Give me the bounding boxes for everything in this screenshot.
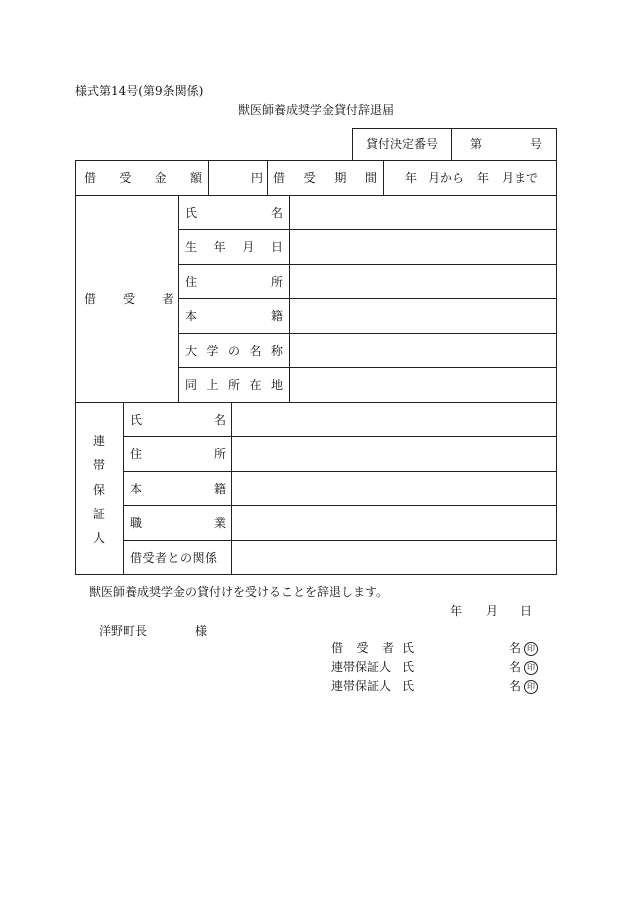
guarantor-name-label: 氏 名 [130,413,226,427]
seal-mark: 印 [524,680,538,694]
decision-number-label: 貸付決定番号 [366,137,439,151]
borrower-birthdate-label: 生 年 月 日 [185,240,283,254]
university-name-label: 大 学 の 名 称 [185,344,283,358]
borrower-section-label: 借 受 者 [84,292,174,306]
signature-shi: 氏 [402,660,415,674]
university-address-label: 同 上 所 在 地 [185,378,283,392]
guarantor-address-field[interactable] [234,439,554,469]
decision-number-field[interactable] [485,130,525,158]
addressee-honorific: 様 [195,624,208,638]
signature-shi: 氏 [402,679,415,693]
period-from-month: 月から [428,171,465,185]
guarantor-section-label: 連 帯 保 証 人 [92,434,105,545]
loan-amount-field[interactable] [212,163,248,191]
signature-name-field[interactable] [418,658,502,674]
borrower-birthdate-field[interactable] [292,232,554,262]
university-name-field[interactable] [292,336,554,365]
decision-dai: 第 [470,137,483,151]
guarantor-domicile-field[interactable] [234,474,554,503]
guarantor-name-field[interactable] [234,405,554,434]
borrower-address-field[interactable] [292,267,554,296]
guarantor-occupation-field[interactable] [234,508,554,538]
borrower-address-label: 住 所 [185,275,283,289]
seal-mark: 印 [524,661,538,675]
borrower-domicile-label: 本 籍 [185,309,283,323]
signature-role: 連帯保証人 [331,660,392,674]
form-number: 様式第14号(第9条関係) [75,84,204,98]
signature-role: 借 受 者 [331,641,394,655]
form-title: 獣医師養成奨学金貸付辞退届 [238,103,395,117]
loan-amount-label: 借 受 金 額 [84,171,202,185]
guarantor-relationship-label: 借受者との関係 [130,551,218,565]
university-address-field[interactable] [292,370,554,400]
yen-unit: 円 [251,171,264,185]
signature-mei: 名 印 [509,679,538,694]
loan-period-label: 借 受 期 間 [273,171,377,185]
period-to-year: 年 [477,171,490,185]
period-from-year: 年 [405,171,418,185]
guarantor-occupation-label: 職 業 [130,516,226,530]
guarantor-address-label: 住 所 [130,447,226,461]
signature-mei: 名 印 [509,641,538,656]
borrower-name-field[interactable] [292,198,554,227]
signature-name-field[interactable] [418,639,502,655]
signature-role: 連帯保証人 [331,679,392,693]
addressee-name: 洋野町長 [99,624,148,638]
guarantor-domicile-label: 本 籍 [130,482,226,496]
declaration-statement: 獣医師養成奨学金の貸付けを受けることを辞退します。 [89,585,389,599]
seal-mark: 印 [524,642,538,656]
borrower-domicile-field[interactable] [292,301,554,331]
decision-go: 号 [530,137,543,151]
guarantor-relationship-field[interactable] [234,543,554,572]
signature-mei: 名 印 [509,660,538,675]
signature-shi: 氏 [402,641,415,655]
period-to-month: 月まで [502,171,539,185]
borrower-name-label: 氏 名 [185,206,283,220]
signature-name-field[interactable] [418,677,502,693]
